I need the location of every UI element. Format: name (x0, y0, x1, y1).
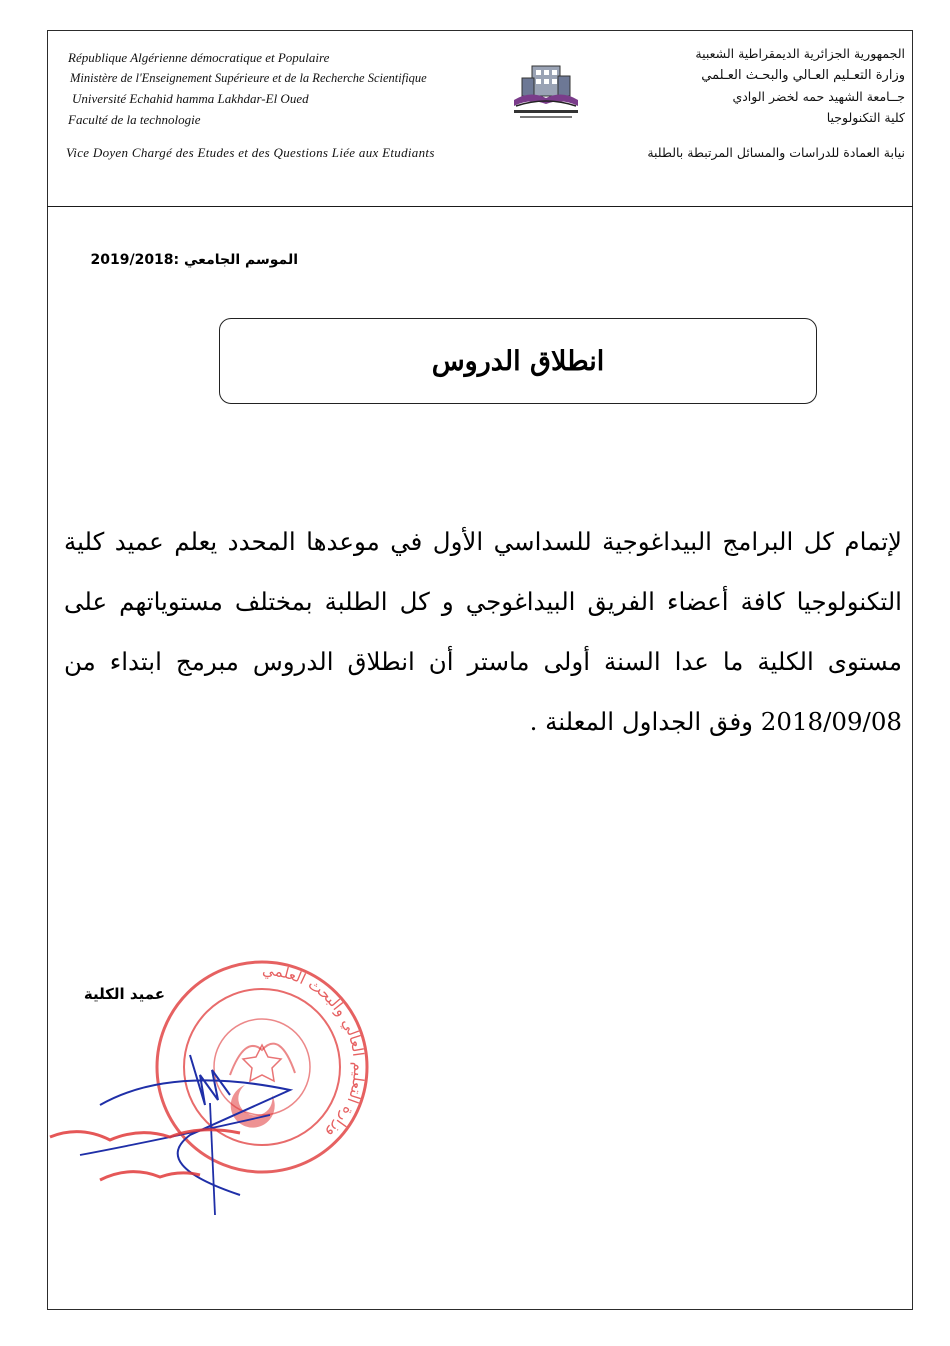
header-ar-university: جــامعة الشهيد حمه لخضر الوادي (732, 89, 905, 104)
document-title: انطلاق الدروس (431, 345, 605, 377)
university-logo (506, 60, 586, 124)
academic-season: الموسم الجامعي :2019/2018 (90, 252, 298, 268)
dean-signature-title: عميد الكلية (83, 985, 165, 1003)
header-fr-university: Université Echahid hamma Lakhdar-El Oued (72, 91, 309, 106)
header-divider (47, 206, 913, 207)
announcement-body: لإتمام كل البرامج البيداغوجية للسداسي الأول في موعدها المحدد يعلم عميد كلية التكنولوجيا كافة أعضاء الفريق البيداغوجي و كل الطلبة بمختلف مستوياتهم على مستوى الكلية ما عدا السنة أولى ماستر أن انطلاق الدروس مبرمج ابتداء من 2018/09/08 وفق الجداول المعلنة . (64, 527, 902, 736)
stamp-text: وزارة التعليم العالي والبحث العلمي (261, 960, 368, 1143)
header-fr-republic: République Algérienne démocratique et Populaire (68, 50, 330, 65)
header-fr-ministry: Ministère de l'Enseignement Supérieure et de la Recherche Scientifique (70, 71, 427, 85)
dean-signature (40, 1045, 300, 1220)
header-ar-vice-dean: نيابة العمادة للدراسات والمسائل المرتبطة بالطلبة (647, 145, 905, 160)
header-fr-vice-dean: Vice Doyen Chargé des Etudes et des Questions Liée aux Etudiants (66, 145, 435, 160)
header-ar-ministry: وزارة التعـليم العـالي والبحـث العـلمي (701, 68, 905, 83)
title-box (219, 318, 817, 404)
header-fr-faculty: Faculté de la technologie (68, 112, 201, 127)
header-ar-faculty: كلية التكنولوجيا (826, 110, 905, 125)
header-ar-republic: الجمهورية الجزائرية الديمقراطية الشعبية (695, 46, 905, 61)
